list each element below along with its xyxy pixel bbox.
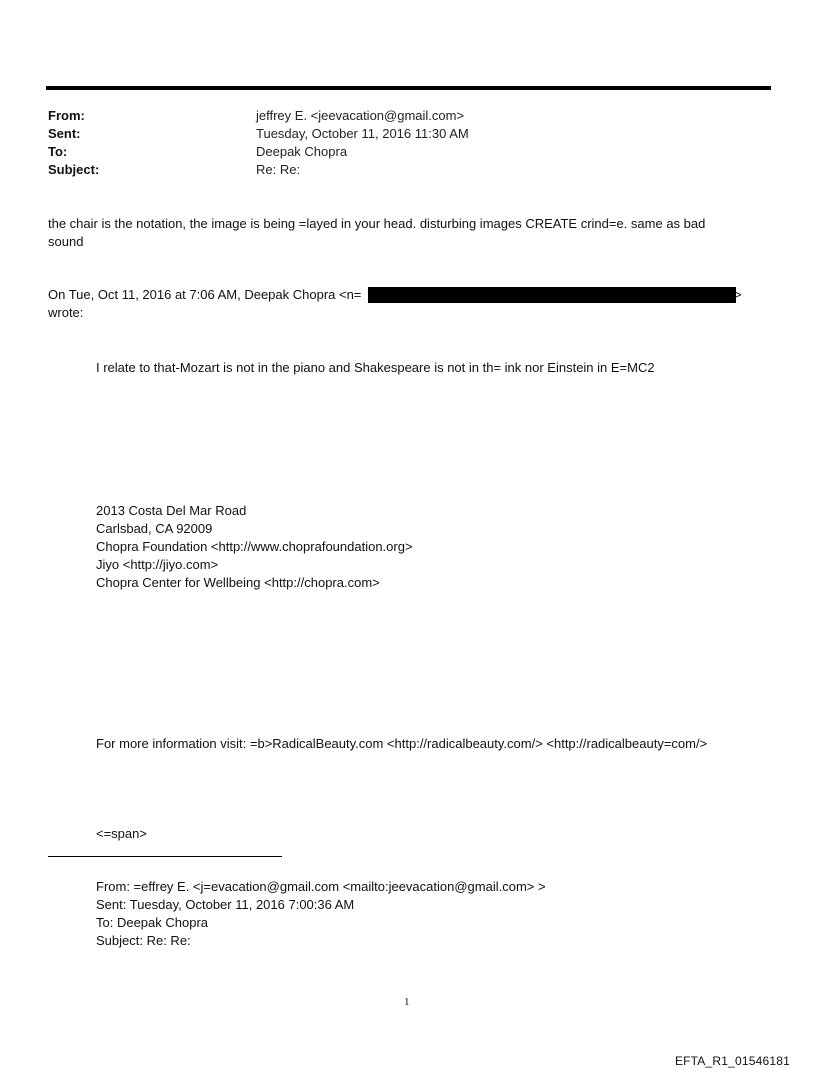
subject-label: Subject: [48,162,100,177]
forwarded-sent: Sent: Tuesday, October 11, 2016 7:00:36 AM [96,897,355,912]
sent-value: Tuesday, October 11, 2016 11:30 AM [256,126,469,141]
quoted-message: I relate to that-Mozart is not in the piano and Shakespeare is not in th= ink nor Einstein in E=MC2 [96,360,655,375]
quote-intro-line-2: wrote: [48,305,84,320]
address-line-5: Chopra Center for Wellbeing <http://chopra.com> [96,575,380,590]
forward-separator [48,856,282,857]
from-label: From: [48,108,85,123]
body-line-1: the chair is the notation, the image is being =layed in your head. disturbing images CREATE crind=e. same as bad [48,216,706,231]
quote-intro-tail: > [734,287,742,302]
body-line-2: sound [48,234,84,249]
quote-intro-line-1: On Tue, Oct 11, 2016 at 7:06 AM, Deepak Chopra <n= [48,287,362,302]
to-label: To: [48,144,68,159]
forwarded-to: To: Deepak Chopra [96,915,209,930]
header-divider [46,86,771,90]
address-line-3: Chopra Foundation <http://www.choprafoundation.org> [96,539,413,554]
address-line-2: Carlsbad, CA 92009 [96,521,213,536]
subject-value: Re: Re: [256,162,301,177]
info-line: For more information visit: =b>RadicalBeauty.com <http://radicalbeauty.com/> <http://radicalbeauty=com/> [96,736,708,751]
page-number: 1 [404,996,410,1008]
redaction-bar [368,287,736,303]
address-line-4: Jiyo <http://jiyo.com> [96,557,219,572]
forwarded-from: From: =effrey E. <j=evacation@gmail.com <mailto:jeevacation@gmail.com> > [96,879,546,894]
to-value: Deepak Chopra [256,144,348,159]
span-line: <=span> [96,826,147,841]
document-id: EFTA_R1_01546181 [674,1054,790,1068]
from-value: jeffrey E. <jeevacation@gmail.com> [256,108,465,123]
address-line-1: 2013 Costa Del Mar Road [96,503,247,518]
forwarded-subject: Subject: Re: Re: [96,933,191,948]
sent-label: Sent: [48,126,81,141]
